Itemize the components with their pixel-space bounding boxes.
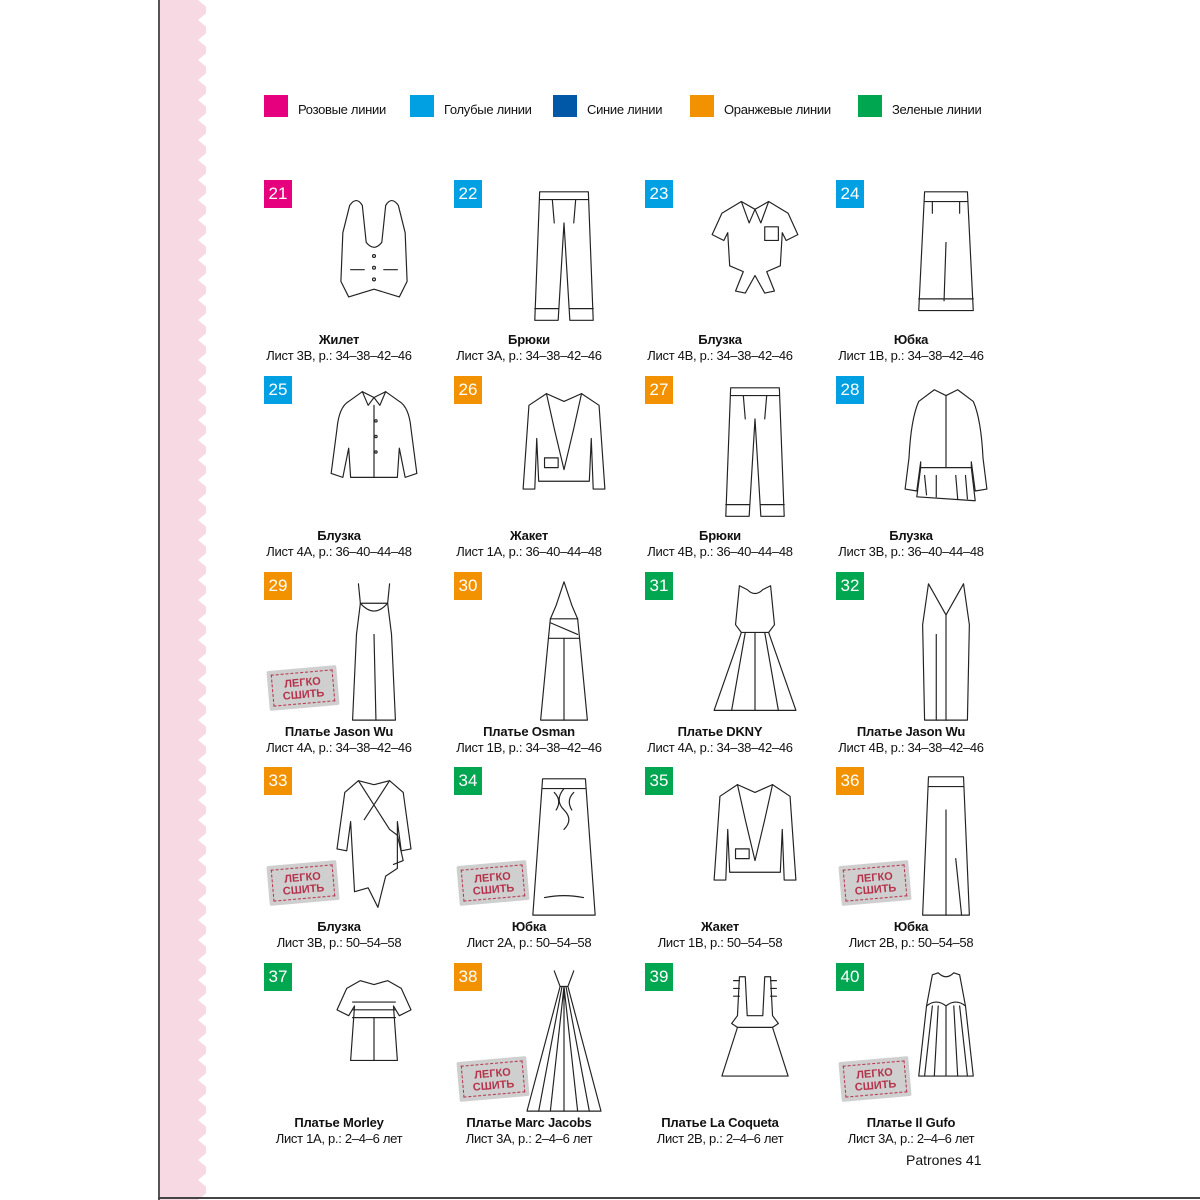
pattern-item[interactable] (836, 572, 1026, 768)
pattern-item[interactable] (645, 963, 835, 1159)
pattern-name: Блузка (698, 332, 742, 347)
pattern-sheet-sizes: Лист 1А, р.: 2–4–6 лет (275, 1131, 403, 1146)
legend-swatch (264, 95, 288, 117)
zigzag-edge (198, 0, 212, 1200)
page-bottom-line (158, 1197, 1200, 1199)
legend-swatch (553, 95, 577, 117)
pattern-item[interactable] (454, 963, 644, 1159)
pattern-name: Юбка (511, 919, 547, 934)
pattern-name: Юбка (893, 332, 929, 347)
pattern-number-badge: 26 (454, 376, 482, 404)
pattern-item[interactable] (454, 572, 644, 768)
easy-sew-stamp-text: ЛЕГКО СШИТЬ (843, 864, 908, 901)
pattern-item[interactable] (264, 963, 454, 1159)
pattern-sheet-sizes: Лист 4А, р.: 34–38–42–46 (647, 740, 793, 755)
pattern-name: Платье Marc Jacobs (466, 1115, 592, 1130)
pattern-item[interactable] (836, 180, 1026, 376)
peplum-blouse-icon (866, 380, 1026, 528)
pattern-sheet-sizes: Лист 3В, р.: 50–54–58 (276, 935, 402, 950)
pattern-sheet-sizes: Лист 3А, р.: 34–38–42–46 (456, 348, 602, 363)
jacket-icon (675, 771, 835, 919)
long-dress-icon (866, 576, 1026, 724)
easy-sew-stamp-text: ЛЕГКО СШИТЬ (271, 669, 336, 706)
pattern-item[interactable] (645, 767, 835, 963)
pattern-number-badge: 25 (264, 376, 292, 404)
flared-dress-icon (675, 576, 835, 724)
pattern-item[interactable] (836, 767, 1026, 963)
legend-swatch (858, 95, 882, 117)
pattern-number-badge: 36 (836, 767, 864, 795)
pattern-sheet-sizes: Лист 3А, р.: 2–4–6 лет (465, 1131, 593, 1146)
pattern-sheet-sizes: Лист 3B, р.: 36–40–44–48 (838, 544, 984, 559)
pattern-item[interactable] (264, 180, 454, 376)
easy-sew-stamp (266, 860, 339, 906)
legend-label: Оранжевые линии (724, 102, 831, 117)
pattern-sheet-sizes: Лист 1B, р.: 34–38–42–46 (838, 348, 984, 363)
pattern-name: Брюки (699, 528, 741, 543)
color-legend (264, 93, 1004, 123)
pattern-name: Жакет (700, 919, 740, 934)
easy-sew-stamp-text: ЛЕГКО СШИТЬ (271, 864, 336, 901)
pattern-sheet-sizes: Лист 3B, р.: 34–38–42–46 (266, 348, 412, 363)
pattern-item[interactable] (264, 376, 454, 572)
legend-item (410, 93, 532, 117)
ruffle-dress-icon (675, 967, 835, 1115)
legend-swatch (410, 95, 434, 117)
page-edge-line (158, 0, 160, 1200)
legend-item (553, 93, 662, 117)
pattern-sheet-sizes: Лист 3А, р.: 2–4–6 лет (847, 1131, 975, 1146)
blouse-icon (294, 380, 454, 528)
pattern-number-badge: 39 (645, 963, 673, 991)
easy-sew-stamp (456, 860, 529, 906)
pattern-sheet-sizes: Лист 4В, р.: 34–38–42–46 (647, 348, 793, 363)
pattern-item[interactable] (264, 767, 454, 963)
pattern-name: Платье Osman (483, 724, 575, 739)
pattern-name: Платье La Coqueta (661, 1115, 779, 1130)
pattern-number-badge: 27 (645, 376, 673, 404)
pattern-number-badge: 31 (645, 572, 673, 600)
pattern-item[interactable] (836, 376, 1026, 572)
pattern-name: Платье Il Gufo (866, 1115, 956, 1130)
pattern-number-badge: 23 (645, 180, 673, 208)
pattern-number-badge: 22 (454, 180, 482, 208)
pattern-name: Блузка (317, 528, 361, 543)
pattern-number-badge: 35 (645, 767, 673, 795)
pattern-number-badge: 38 (454, 963, 482, 991)
pattern-name: Жилет (318, 332, 360, 347)
pattern-name: Платье Jason Wu (856, 724, 966, 739)
pattern-number-badge: 24 (836, 180, 864, 208)
pattern-item[interactable] (836, 963, 1026, 1159)
pattern-item[interactable] (645, 376, 835, 572)
page-footer: Patrones 41 (906, 1152, 982, 1168)
easy-sew-stamp-text: ЛЕГКО СШИТЬ (461, 1060, 526, 1097)
trousers-icon (484, 184, 644, 332)
legend-item (858, 93, 981, 117)
easy-sew-stamp (838, 1056, 911, 1102)
pattern-sheet-sizes: Лист 4В, р.: 36–40–44–48 (647, 544, 793, 559)
pattern-name: Платье Morley (294, 1115, 384, 1130)
easy-sew-stamp-text: ЛЕГКО СШИТЬ (461, 864, 526, 901)
pattern-sheet-sizes: Лист 4В, р.: 34–38–42–46 (838, 740, 984, 755)
legend-label: Синие линии (587, 102, 663, 117)
easy-sew-stamp (266, 665, 339, 711)
pattern-item[interactable] (645, 180, 835, 376)
vest-icon (294, 184, 454, 332)
pattern-sheet-sizes: Лист 2В, р.: 50–54–58 (848, 935, 974, 950)
legend-label: Розовые линии (298, 102, 386, 117)
pattern-sheet-sizes: Лист 1В, р.: 34–38–42–46 (456, 740, 602, 755)
skirt-icon (866, 184, 1026, 332)
spine-margin (0, 0, 160, 1200)
pattern-sheet-sizes: Лист 2В, р.: 2–4–6 лет (656, 1131, 784, 1146)
pattern-name: Блузка (317, 919, 361, 934)
pattern-number-badge: 34 (454, 767, 482, 795)
pattern-number-badge: 37 (264, 963, 292, 991)
pattern-name: Юбка (893, 919, 929, 934)
pattern-sheet-sizes: Лист 1А, р.: 36–40–44–48 (456, 544, 602, 559)
legend-item (690, 93, 831, 117)
halter-dress-icon (484, 576, 644, 724)
pattern-item[interactable] (645, 572, 835, 768)
pattern-number-badge: 33 (264, 767, 292, 795)
pattern-sheet-sizes: Лист 4А, р.: 36–40–44–48 (266, 544, 412, 559)
pattern-name: Брюки (508, 332, 550, 347)
pattern-name: Блузка (889, 528, 933, 543)
legend-swatch (690, 95, 714, 117)
legend-item (264, 93, 386, 117)
pattern-item[interactable] (454, 376, 644, 572)
kids-dress-icon (294, 967, 454, 1115)
pattern-sheet-sizes: Лист 2А, р.: 50–54–58 (466, 935, 592, 950)
pattern-sheet-sizes: Лист 1В, р.: 50–54–58 (657, 935, 783, 950)
tie-blouse-icon (675, 184, 835, 332)
pattern-name: Платье DKNY (677, 724, 763, 739)
pattern-item[interactable] (264, 572, 454, 768)
easy-sew-stamp-text: ЛЕГКО СШИТЬ (843, 1060, 908, 1097)
pattern-number-badge: 21 (264, 180, 292, 208)
easy-sew-stamp (838, 860, 911, 906)
pattern-item[interactable] (454, 767, 644, 963)
pattern-number-badge: 32 (836, 572, 864, 600)
legend-label: Зеленые линии (892, 102, 982, 117)
pattern-number-badge: 40 (836, 963, 864, 991)
easy-sew-stamp (456, 1056, 529, 1102)
pattern-number-badge: 30 (454, 572, 482, 600)
pattern-name: Платье Jason Wu (284, 724, 394, 739)
trousers-icon (675, 380, 835, 528)
pattern-item[interactable] (454, 180, 644, 376)
pattern-number-badge: 29 (264, 572, 292, 600)
jacket-icon (484, 380, 644, 528)
legend-label: Голубые линии (444, 102, 532, 117)
pattern-sheet-sizes: Лист 4А, р.: 34–38–42–46 (266, 740, 412, 755)
pattern-number-badge: 28 (836, 376, 864, 404)
pattern-name: Жакет (509, 528, 549, 543)
